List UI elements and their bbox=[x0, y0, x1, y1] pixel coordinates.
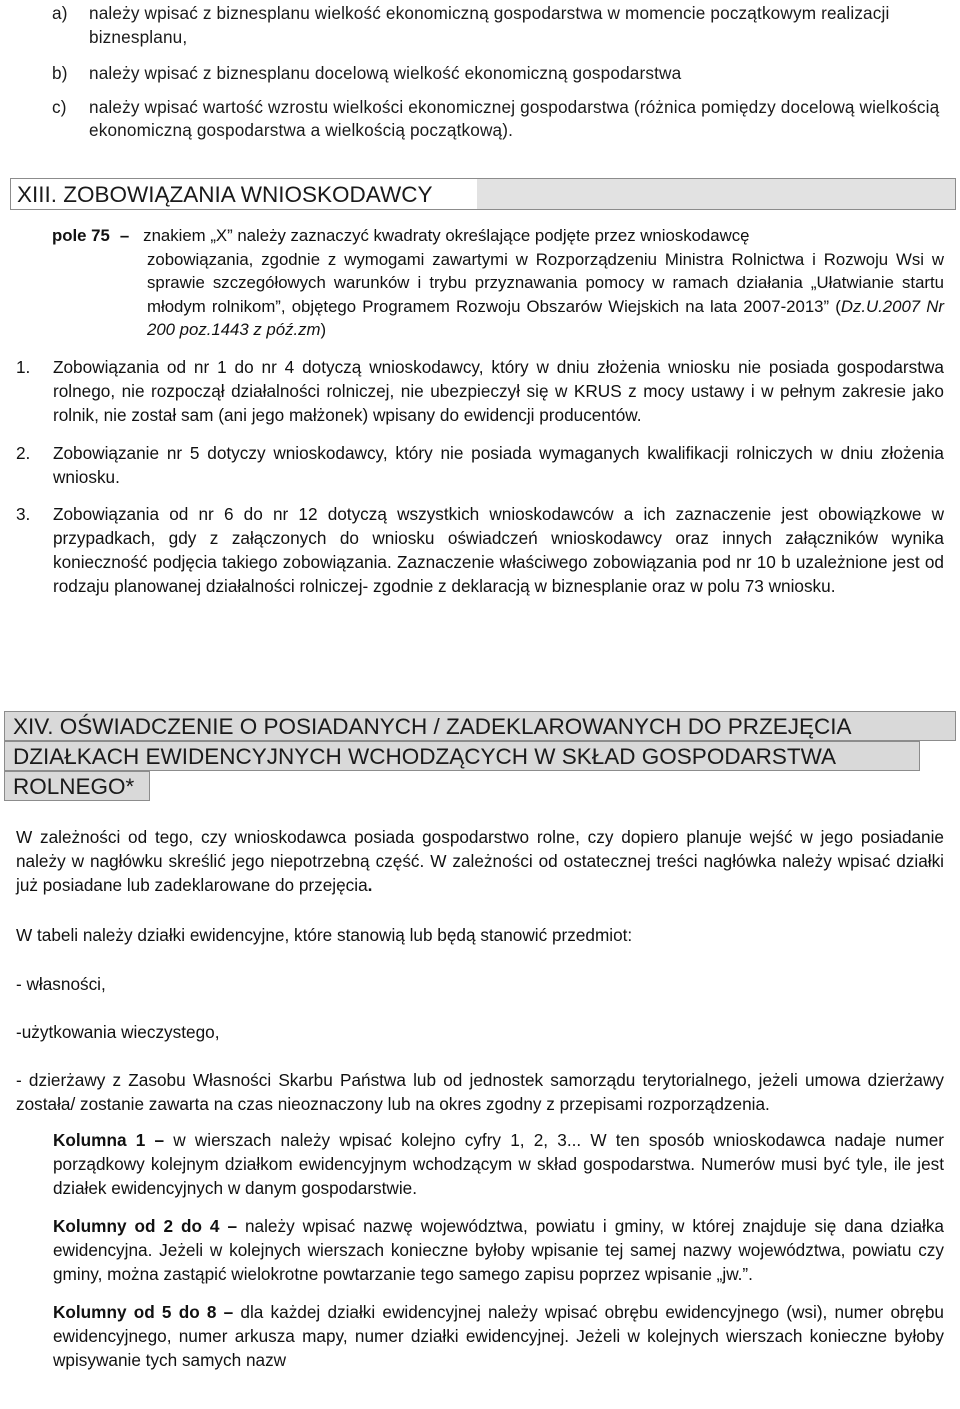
list-item bbox=[0, 96, 960, 143]
paragraph-end: . bbox=[367, 875, 373, 895]
list-marker: 2. bbox=[16, 443, 31, 463]
column-label: Kolumny od 2 do 4 bbox=[53, 1216, 220, 1236]
column-instruction bbox=[16, 1300, 944, 1372]
section-14-heading-line-3: ROLNEGO* bbox=[13, 774, 135, 799]
list-marker: 1. bbox=[16, 357, 31, 377]
column-dash: – bbox=[223, 1302, 234, 1322]
section-14-heading-line-2: DZIAŁKACH EWIDENCYJNYCH WCHODZĄCYCH W SKŁAD GOSPODARSTWA bbox=[13, 744, 836, 769]
list-item-text: należy wpisać z biznesplanu wielkość ekonomiczną gospodarstwa w momencie początkowym realizacji biznesplanu, bbox=[89, 3, 890, 47]
list-item-text: należy wpisać z biznesplanu docelową wielkość ekonomiczną gospodarstwa bbox=[89, 63, 682, 83]
pole-line-1: znakiem „X” należy zaznaczyć kwadraty określające podjęte przez wnioskodawcę bbox=[143, 226, 750, 245]
paragraph: W tabeli należy działki ewidencyjne, które stanowią lub będą stanowić przedmiot: bbox=[16, 925, 633, 945]
list-item-text: Zobowiązania od nr 1 do nr 4 dotyczą wnioskodawcy, który w dniu złożenia wniosku nie posiada gospodarstwa rolnego, nie rozpoczął działalności rolniczej, nie ubezpieczył się w KRUS z mocy ustawy i w pełnym zakresie jako rolnik, nie został sam (ani jego małżonek) wpisany do ewidencji producentów. bbox=[53, 357, 944, 425]
paragraph: - dzierżawy z Zasobu Własności Skarbu Państwa lub od jednostek samorządu terytorialnego, jeżeli umowa dzierżawy została/ zostanie zawarta na czas nieoznaczony lub na okres zgodny z przepisami rozporządzenia. bbox=[16, 1070, 944, 1114]
heading-band-1 bbox=[4, 711, 956, 741]
column-label: Kolumny od 5 do 8 bbox=[53, 1302, 217, 1322]
section-14-body bbox=[16, 825, 944, 1372]
column-dash: – bbox=[227, 1216, 238, 1236]
list-marker: c) bbox=[52, 96, 67, 117]
pole-label: pole 75 bbox=[52, 226, 110, 245]
pole-75-body bbox=[52, 248, 944, 342]
legal-reference: Dz.U.2007 Nr 200 poz.1443 z póź.zm bbox=[147, 296, 944, 339]
paragraph: - własności, bbox=[16, 974, 106, 994]
list-marker: 3. bbox=[16, 504, 31, 524]
paragraph-text: W zależności od tego, czy wnioskodawca posiada gospodarstwo rolne, czy dopiero planuje wejść w jego posiadanie należy w nagłówku skreślić jego niepotrzebną część. W zależności od ostatecznej treści nagłówka należy wpisać działki już posiadane lub zadeklarowane do przejęcia bbox=[16, 827, 944, 895]
section-14-heading-line-1: XIV. OŚWIADCZENIE O POSIADANYCH / ZADEKLAROWANYCH DO PRZEJĘCIA bbox=[13, 714, 852, 739]
column-text: w wierszach należy wpisać kolejno cyfry 1, 2, 3... W ten sposób wnioskodawca nadaje numer porządkowy kolejnym działkom ewidencyjnym wchodzącym w skład gospodarstwa. Numerów musi być tyle, ile jest działek ewidencyjnych w danym gospodarstwie. bbox=[53, 1130, 944, 1198]
heading-band-2 bbox=[4, 741, 920, 771]
heading-band-3 bbox=[4, 771, 150, 801]
list-item-text: należy wpisać wartość wzrostu wielkości ekonomicznej gospodarstwa (różnica pomiędzy docelową wielkością ekonomiczną gospodarstwa a wielkością początkową). bbox=[89, 96, 940, 140]
section-13-heading-box bbox=[10, 178, 956, 210]
column-dash: – bbox=[154, 1130, 165, 1150]
paragraph: -użytkowania wieczystego, bbox=[16, 1022, 220, 1042]
list-item bbox=[16, 502, 944, 598]
column-instruction bbox=[16, 1128, 944, 1200]
list-item-text: Zobowiązania od nr 6 do nr 12 dotyczą wszystkich wnioskodawców a ich zaznaczenie jest obowiązkowe w przypadkach, gdy z załączonych do wniosku oświadczeń wnioskodawcy oraz innych załączników wynika konieczność podjęcia takiego zobowiązania. Zaznaczenie właściwego zobowiązania pod nr 10 b uzależnione jest od rodzaju planowanej działalności rolniczej- zgodnie z deklaracją w biznesplanie oraz w polu 73 wniosku. bbox=[53, 504, 944, 596]
pole-75-description bbox=[52, 224, 944, 342]
section-14-heading-box bbox=[4, 711, 956, 803]
list-item bbox=[0, 2, 960, 49]
list-item bbox=[16, 355, 944, 427]
column-label: Kolumna 1 bbox=[53, 1130, 146, 1150]
section-13-heading: XIII. ZOBOWIĄZANIA WNIOSKODAWCY bbox=[17, 182, 433, 207]
list-item bbox=[16, 441, 944, 489]
pole-body-close: ) bbox=[320, 320, 327, 339]
pole-dash: – bbox=[119, 226, 130, 245]
abc-list bbox=[0, 2, 960, 143]
commitments-list bbox=[16, 355, 944, 598]
pole-body-text: zobowiązania, zgodnie z wymogami zawartymi w Rozporządzeniu Ministra Rolnictwa i Rozwoju Wsi w sprawie szczegółowych warunków i trybu przyznawania pomocy w ramach działania „Ułatwianie startu młodym rolnikom”, objętego Programem Rozwoju Obszarów Wiejskich na lata 2007-2013” ( bbox=[147, 249, 944, 316]
list-marker: a) bbox=[52, 3, 68, 23]
paragraph bbox=[16, 825, 944, 897]
list-item bbox=[0, 62, 960, 86]
column-text: należy wpisać nazwę województwa, powiatu i gminy, w której znajduje się dana działka ewidencyjna. Jeżeli w kolejnych wierszach konieczne byłoby wpisanie tej samej nazwy województwa, powiatu czy gminy, można zastąpić wielokrotne powtarzanie tego samego zapisu poprzez wpisanie „jw.”. bbox=[53, 1216, 944, 1284]
list-marker: b) bbox=[52, 63, 68, 83]
pole-75-first-line bbox=[52, 224, 944, 248]
list-item-text: Zobowiązanie nr 5 dotyczy wnioskodawcy, który nie posiada wymaganych kwalifikacji rolniczych w dniu złożenia wniosku. bbox=[53, 443, 944, 487]
column-text: dla każdej działki ewidencyjnej należy wpisać obrębu ewidencyjnego (wsi), numer obrębu ewidencyjnego, numer arkusza mapy, numer działki ewidencyjnej. Jeżeli w kolejnych wierszach konieczne byłoby wpisywanie tych samych nazw bbox=[53, 1302, 944, 1370]
column-instruction bbox=[16, 1214, 944, 1286]
